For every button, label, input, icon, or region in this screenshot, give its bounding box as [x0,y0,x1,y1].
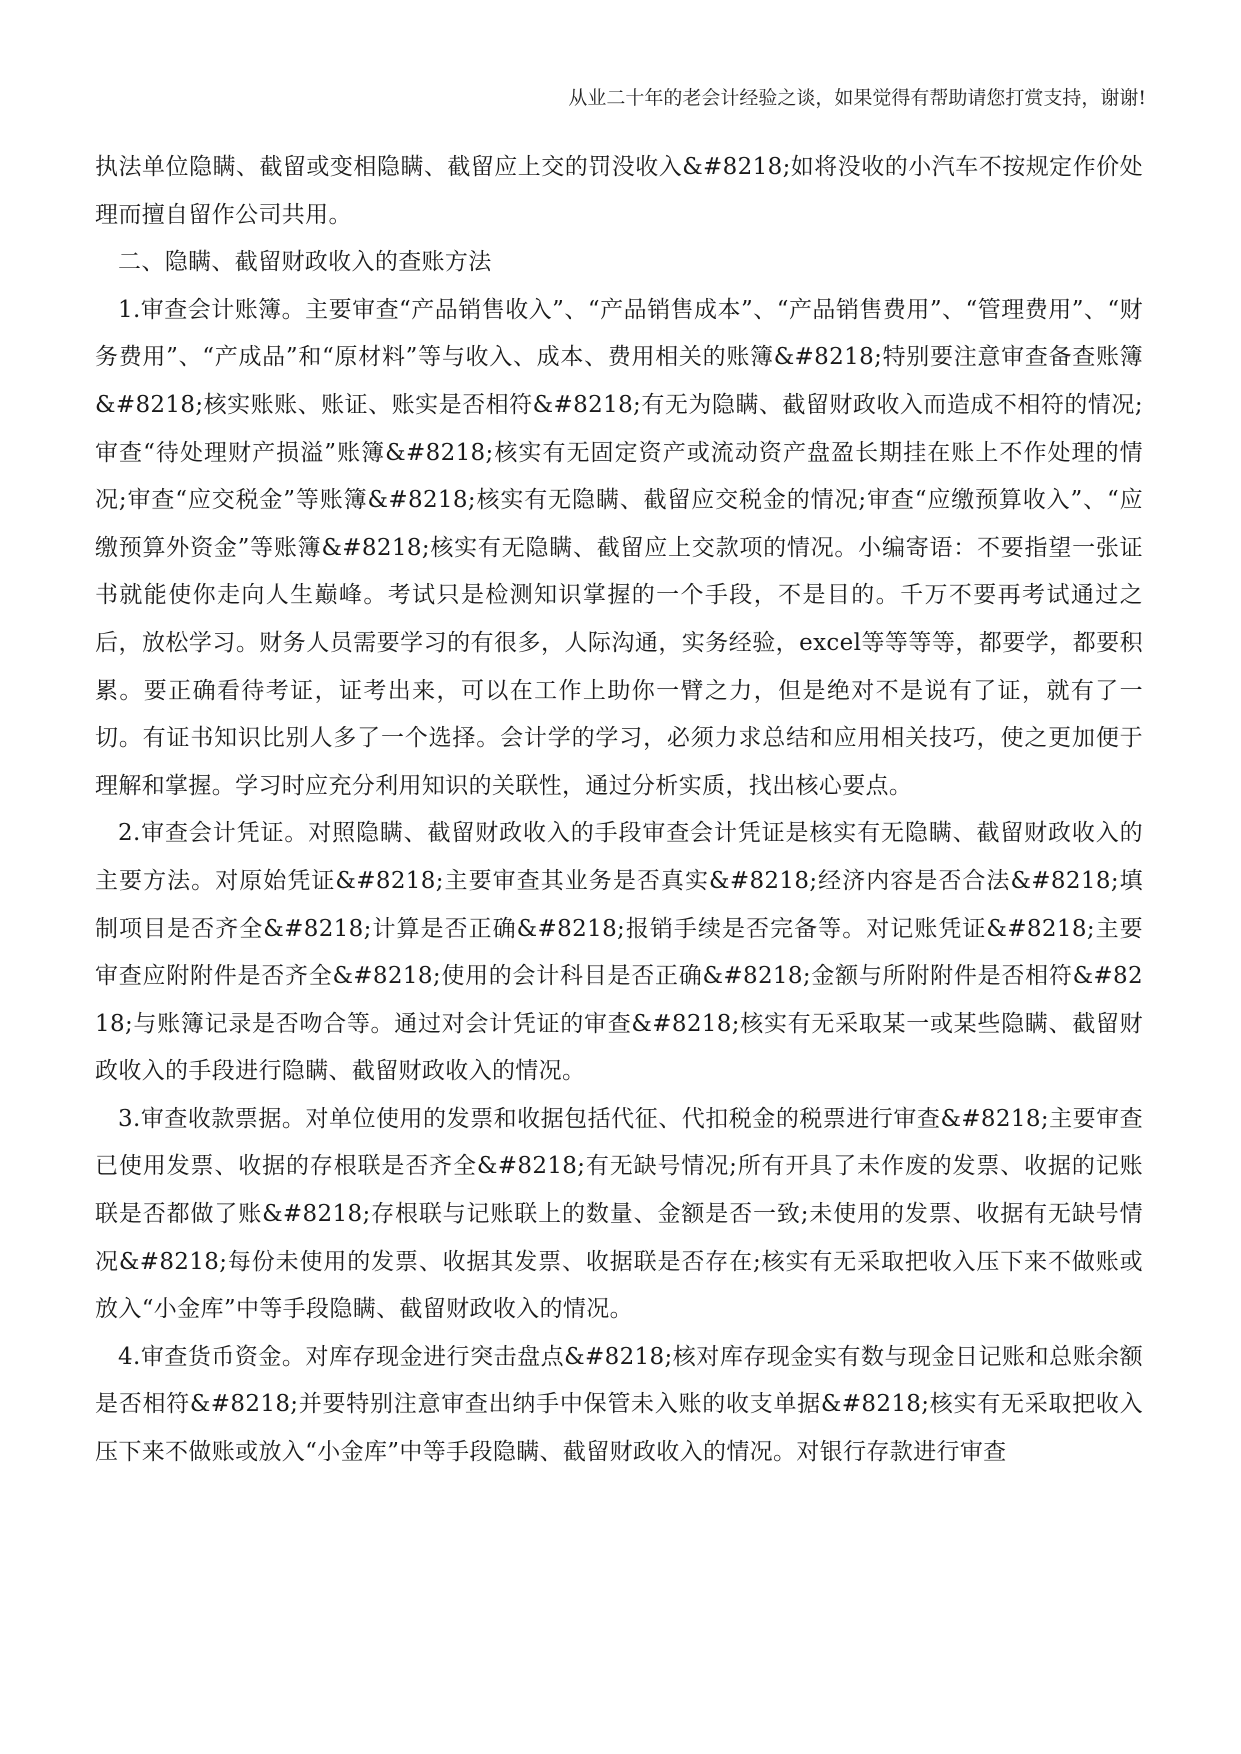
header-note: 从业二十年的老会计经验之谈，如果觉得有帮助请您打赏支持，谢谢! [568,87,1146,109]
paragraph-continuation: 执法单位隐瞒、截留或变相隐瞒、截留应上交的罚没收入&#8218;如将没收的小汽车不按规定作价处理而擅自留作公司共用。 [95,154,1143,228]
section-heading: 二、隐瞒、截留财政收入的查账方法 [118,249,492,276]
document-body [95,144,1143,1477]
paragraph-audit-ledgers: 1.审查会计账簿。主要审查“产品销售收入”、“产品销售成本”、“产品销售费用”、“管理费用”、“财务费用”、“产成品”和“原材料”等与收入、成本、费用相关的账簿&#8218;特别要注意审查备查账簿&#8218;核实账账、账证、账实是否相符&#8218;有无为隐瞒、截留财政收入而造成不相符的情况;审查“待处理财产损溢”账簿&#8218;核实有无固定资产或流动资产盘盈长期挂在账上不作处理的情况;审查“应交税金”等账簿&#8218;核实有无隐瞒、截留应交税金的情况;审查“应缴预算收入”、“应缴预算外资金”等账簿&#8218;核实有无隐瞒、截留应上交款项的情况。小编寄语：不要指望一张证书就能使你走向人生巅峰。考试只是检测知识掌握的一个手段，不是目的。千万不要再考试通过之后，放松学习。财务人员需要学习的有很多，人际沟通，实务经验，excel等等等等，都要学，都要积累。要正确看待考证，证考出来，可以在工作上助你一臂之力，但是绝对不是说有了证，就有了一切。有证书知识比别人多了一个选择。会计学的学习，必须力求总结和应用相关技巧，使之更加便于理解和掌握。学习时应充分利用知识的关联性，通过分析实质，找出核心要点。 [95,296,1143,799]
paragraph-audit-vouchers: 2.审查会计凭证。对照隐瞒、截留财政收入的手段审查会计凭证是核实有无隐瞒、截留财政收入的主要方法。对原始凭证&#8218;主要审查其业务是否真实&#8218;经济内容是否合法&#8218;填制项目是否齐全&#8218;计算是否正确&#8218;报销手续是否完备等。对记账凭证&#8218;主要审查应附附件是否齐全&#8218;使用的会计科目是否正确&#8218;金额与所附附件是否相符&#8218;与账簿记录是否吻合等。通过对会计凭证的审查&#8218;核实有无采取某一或某些隐瞒、截留财政收入的手段进行隐瞒、截留财政收入的情况。 [95,820,1143,1085]
paragraph-audit-receipts: 3.审查收款票据。对单位使用的发票和收据包括代征、代扣税金的税票进行审查&#8218;主要审查已使用发票、收据的存根联是否齐全&#8218;有无缺号情况;所有开具了未作废的发票、收据的记账联是否都做了账&#8218;存根联与记账联上的数量、金额是否一致;未使用的发票、收据有无缺号情况&#8218;每份未使用的发票、收据其发票、收据联是否存在;核实有无采取把收入压下来不做账或放入“小金库”中等手段隐瞒、截留财政收入的情况。 [95,1105,1143,1323]
paragraph-audit-cash: 4.审查货币资金。对库存现金进行突击盘点&#8218;核对库存现金实有数与现金日记账和总账余额是否相符&#8218;并要特别注意审查出纳手中保管未入账的收支单据&#8218;核实有无采取把收入压下来不做账或放入“小金库”中等手段隐瞒、截留财政收入的情况。对银行存款进行审查 [95,1343,1143,1466]
